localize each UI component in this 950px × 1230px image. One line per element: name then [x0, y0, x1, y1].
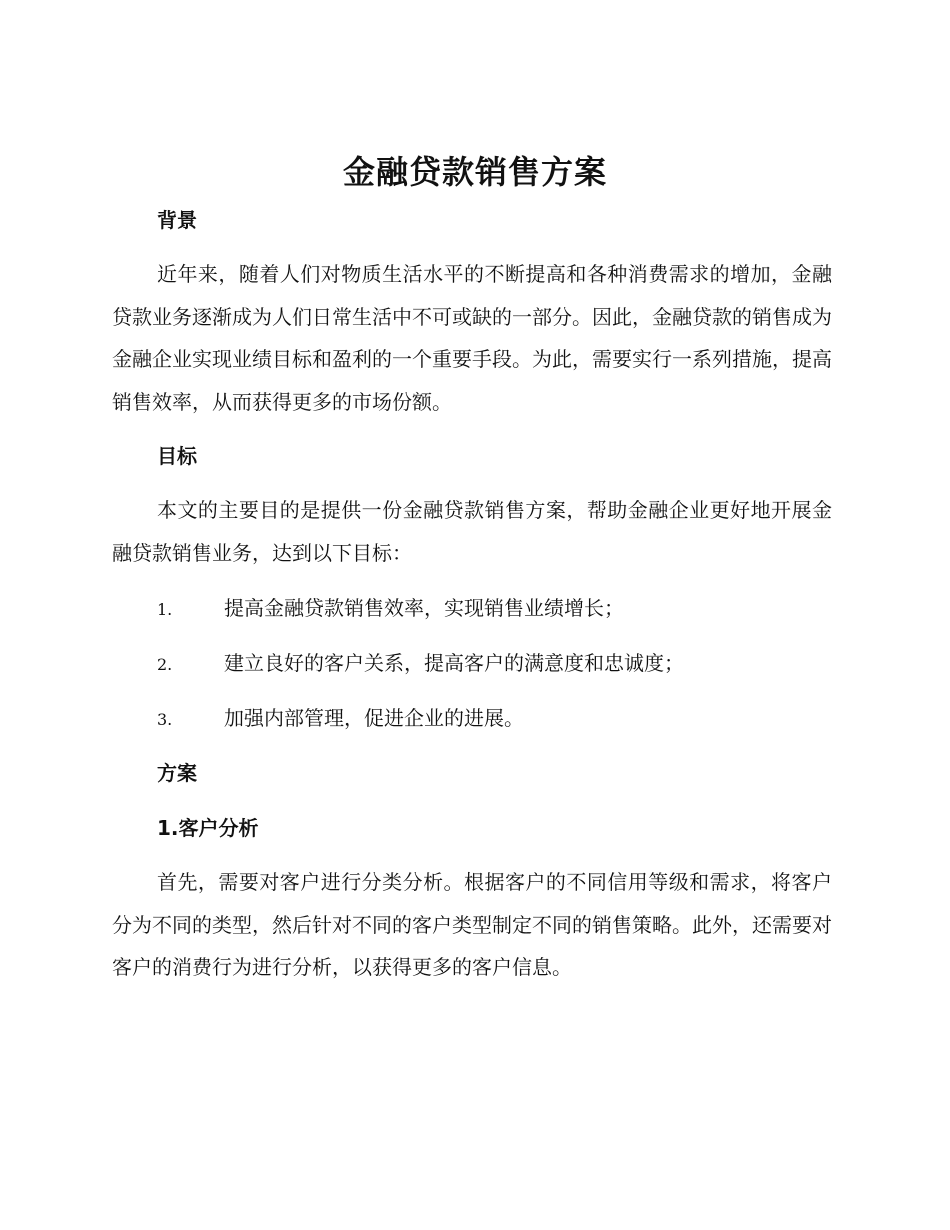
list-item-number: 1. [157, 600, 173, 619]
list-item [157, 593, 837, 623]
section-heading-plan: 方案 [157, 761, 197, 785]
background-paragraph: 近年来，随着人们对物质生活水平的不断提高和各种消费需求的增加，金融贷款业务逐渐成为人们日常生活中不可或缺的一部分。因此，金融贷款的销售成为金融企业实现业绩目标和盈利的一个重要手段。为此，需要实行一系列措施，提高销售效率，从而获得更多的市场份额。 [112, 262, 832, 414]
subheading-customer-analysis: 1.客户分析 [157, 816, 259, 840]
section-heading-goals: 目标 [157, 444, 197, 468]
section-heading-background: 背景 [157, 208, 197, 232]
goals-paragraph: 本文的主要目的是提供一份金融贷款销售方案，帮助金融企业更好地开展金融贷款销售业务，达到以下目标： [112, 498, 832, 565]
list-item-text: 加强内部管理，促进企业的进展。 [224, 706, 524, 730]
document-title: 金融贷款销售方案 [342, 153, 607, 191]
list-item-text: 建立良好的客户关系，提高客户的满意度和忠诚度； [224, 651, 684, 675]
customer-analysis-paragraph: 首先，需要对客户进行分类分析。根据客户的不同信用等级和需求，将客户分为不同的类型，然后针对不同的客户类型制定不同的销售策略。此外，还需要对客户的消费行为进行分析，以获得更多的客户信息。 [112, 870, 832, 979]
list-item-number: 2. [157, 655, 173, 674]
list-item [157, 703, 837, 733]
list-item-number: 3. [157, 710, 173, 729]
list-item-text: 提高金融贷款销售效率，实现销售业绩增长； [224, 596, 624, 620]
list-item [157, 648, 837, 678]
